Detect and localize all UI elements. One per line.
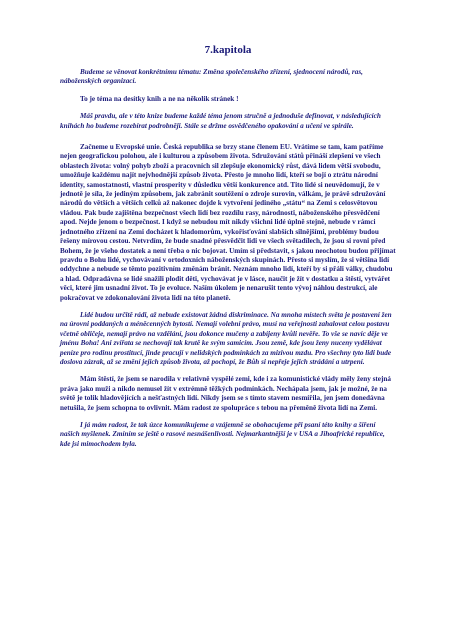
paragraph-6: Mám štěstí, že jsem se narodila v relativně vyspělé zemi, kde i za komunistické vlády měly ženy stejná práva jako muži a nikdo nemusel žít v extrémně těžkých podmínkách. Nechápala jsem, jak je možné, že na světě je tolik hladovějících a nešťastných lidí. Nikdy jsem se s tímto stavem nesmířila, jen jsem donedávna netušila, že jsem schopna to ovlivnit. Mám radost ze spolupráce s tebou na přeměně života lidí na Zemi. (60, 375, 391, 412)
paragraph-7-italic: I já mám radost, že tak úzce komunikujeme a vzájemně se obohacujeme při psaní této knihy a šíření našich myšlenek. Zmíním se ještě o rasové nesnášenlivosti. Nejmarkantnější je v USA a Jihoafrické republice, kde jsi mimochodem byla. (60, 421, 385, 448)
paragraph-2: To je téma na desítky knih a ne na několik stránek ! (80, 94, 239, 103)
paragraph-3-italic: Máš pravdu, ale v této knize budeme každé téma jenom stručně a jednoduše definovat, v následujících knihách ho budeme rozebírat podrobněji. Stále se držme osvědčeného opakování a učení ve spirále. (60, 112, 381, 130)
chapter-title: 7.kapitola (204, 44, 252, 56)
paragraph-4: Začneme u Evropské unie. Česká republika se brzy stane členem EU. Vrátíme se tam, kam patříme nejen geografickou polohou, ale i kulturou a způsobem života. Sdružování států přináší zlepšení ve všech oblastech života: volný pohyb zboží a pracovních sil zlepšuje ekonomický růst, dává lidem větší svobodu, umožňuje každému najít nejvhodnější způsob života. Přesto je mnoho lidí, kteří se bojí o ztrátu národní identity, samostatnosti, vlastní prosperity v důsledku větší konkurence atd. Tito lidé si neuvědomují, že v jednotě je síla, že jediným způsobem, jak zabránit soutěžení o zdroje surovin, válkám, je právě sdružování národů do větších a větších celků až nakonec dojde k vytvoření jediného „státu“ na Zemi s celosvětovou vládou. Pak bude zajištěna bezpečnost všech lidí bez rozdílu rasy, národnosti, náboženského přesvědčení apod. Nejde jenom o bezpečnost. I když se nebudou mít nikdy všichni lidé úplně stejně, nebude v rámci jednotného zřízení na Zemi docházet k hladomorům, vykořisťování slabších silnějšími, problémy budou řešeny mírovou cestou. Netvrdím, že bude snadné přesvědčit lidi ve všech světadílech, že jsou si rovni před Bohem, že je všeho dostatek a není třeba o nic bojovat. Umím si představit, s jakou neochotou budou přijímat pravdu o Bohu lidé, vychovávaní v ortodoxních náboženských skupinách. Přesto si myslím, že si většina lidí oddychne a nebude se těmto pozitivním změnám bránit. Neznám mnoho lidí, kteří by si přáli války, chudobu a hlad. Odpradávna se lidé snažili plodit děti, vychovávat je v lásce, naučit je žít v dostatku a štěstí, vytvářet věci, které jim usnadní život. To je evoluce. Naším úkolem je nenarušit tento vývoj náhlou destrukcí, ale pokračovat ve zdokonalování života lidí na této planetě. (60, 143, 396, 302)
paragraph-1-italic: Budeme se věnovat konkrétnímu tématu: Změna společenského zřízení, sjednocení národů, ras, náboženských organizací. (60, 68, 363, 86)
paragraph-5-italic: Lidé budou určitě rádi, až nebude existovat žádná diskriminace. Na mnoha místech světa je postavení žen na úrovni poddaných a méněcenných bytostí. Nemají volební právo, musí na veřejnosti zahalovat celou postavu včetně obličeje, nemají právo na vzdělání, jsou dokonce mučeny a zabíjeny kvůli nevěře. To vše se navíc děje ve jménu Boha! Ani zvířata se nechovají tak krutě ke svým samicím. Jsou země, kde jsou ženy nuceny vydělávat peníze pro rodinu prostitucí, jinde pracují v nelidských podmínkách za mizivou mzdu. Pro všechny tyto lidi bude doslova zázrak, až se změní jejich způsob života, až pochopí, že Bůh si nepřeje jejich strádání a utrpení. (60, 310, 392, 366)
